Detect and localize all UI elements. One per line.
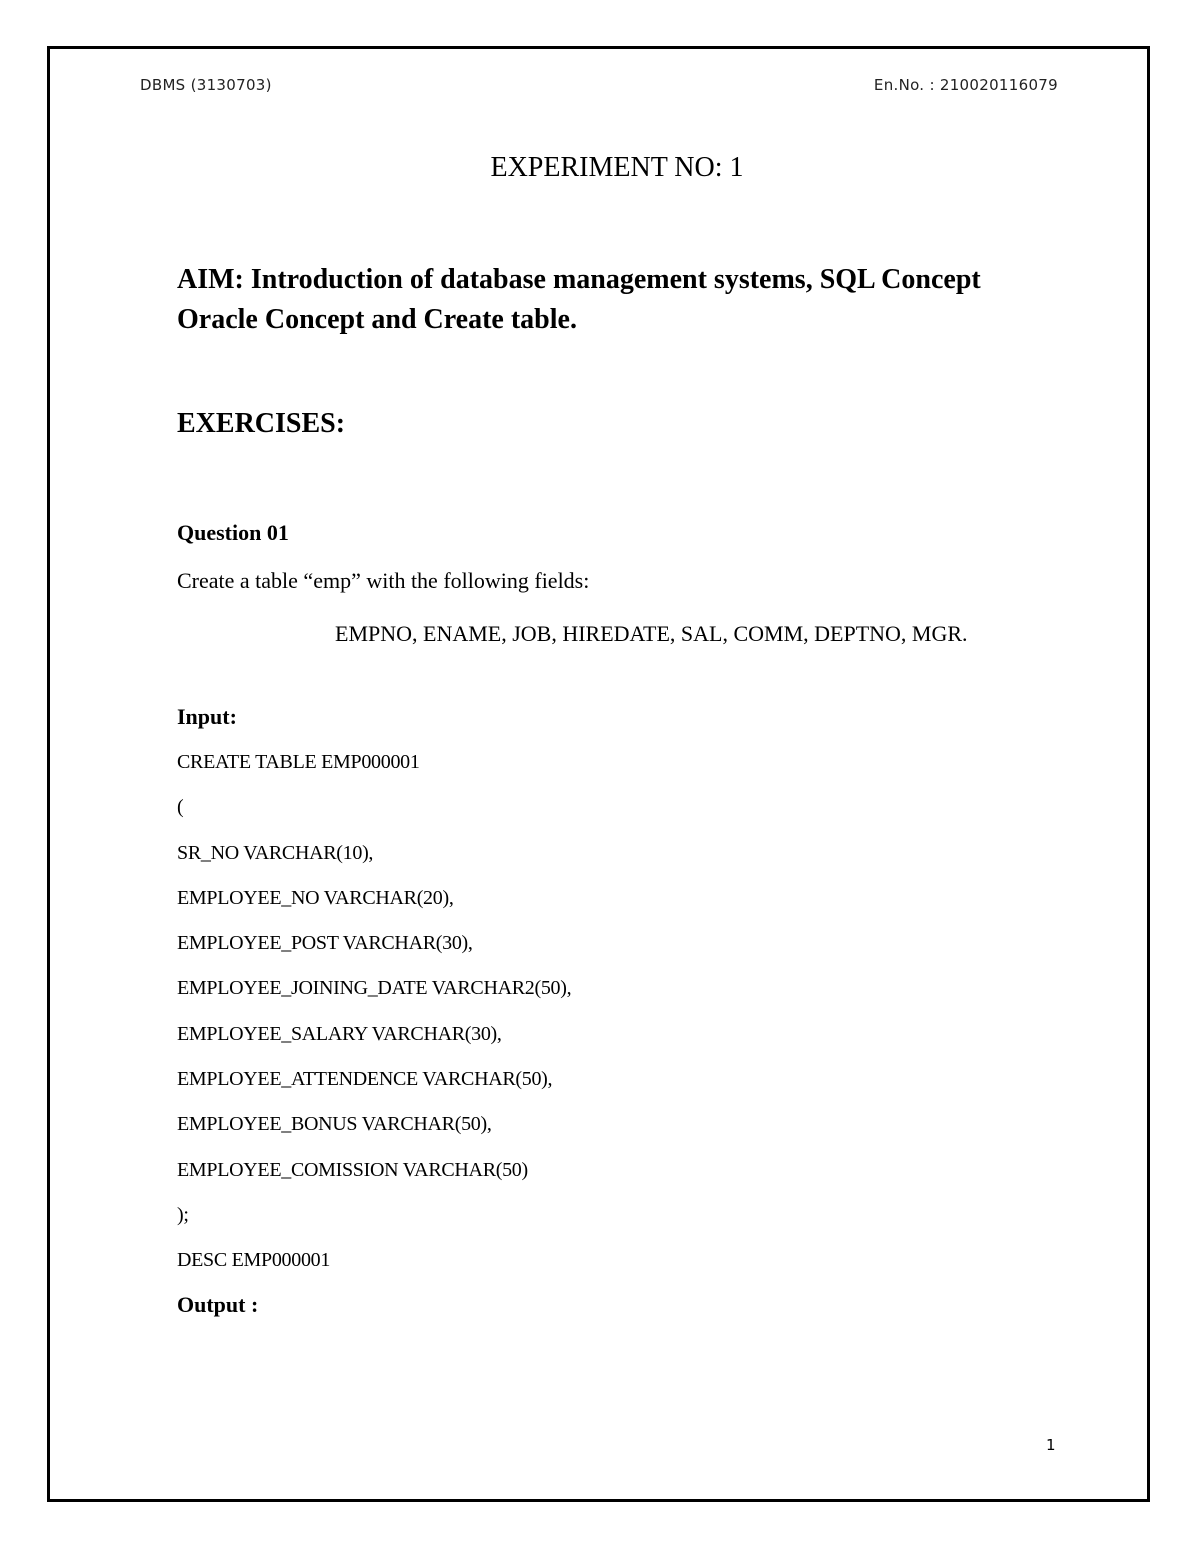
code-line: DESC EMP000001 (177, 1249, 331, 1272)
header-course-code: DBMS (3130703) (140, 76, 272, 94)
code-block (177, 750, 571, 1294)
code-line: EMPLOYEE_POST VARCHAR(30), (177, 932, 473, 955)
question-label: Question 01 (177, 520, 289, 545)
code-line: EMPLOYEE_ATTENDENCE VARCHAR(50), (177, 1068, 553, 1091)
experiment-title: EXPERIMENT NO: 1 (490, 152, 744, 183)
code-line: EMPLOYEE_NO VARCHAR(20), (177, 886, 454, 909)
code-line: ); (177, 1203, 189, 1226)
code-line: EMPLOYEE_BONUS VARCHAR(50), (177, 1113, 492, 1136)
aim-statement: AIM: Introduction of database management systems, SQL Concept Oracle Concept and Create table. (177, 264, 981, 335)
header-enrollment-number: En.No. : 210020116079 (873, 76, 1058, 94)
code-line: SR_NO VARCHAR(10), (177, 841, 374, 864)
question-text: Create a table “emp” with the following fields: (177, 568, 590, 593)
code-line: ( (177, 796, 184, 819)
code-line: EMPLOYEE_COMISSION VARCHAR(50) (177, 1158, 528, 1181)
code-line: EMPLOYEE_SALARY VARCHAR(30), (177, 1022, 502, 1045)
code-line: CREATE TABLE EMP000001 (177, 751, 420, 773)
input-label: Input: (177, 704, 237, 729)
code-line: EMPLOYEE_JOINING_DATE VARCHAR2(50), (177, 977, 572, 1000)
page-number: 1 (1046, 1436, 1056, 1454)
exercises-heading: EXERCISES: (177, 408, 346, 439)
question-fields: EMPNO, ENAME, JOB, HIREDATE, SAL, COMM, DEPTNO, MGR. (335, 621, 968, 646)
output-label: Output : (177, 1292, 259, 1317)
